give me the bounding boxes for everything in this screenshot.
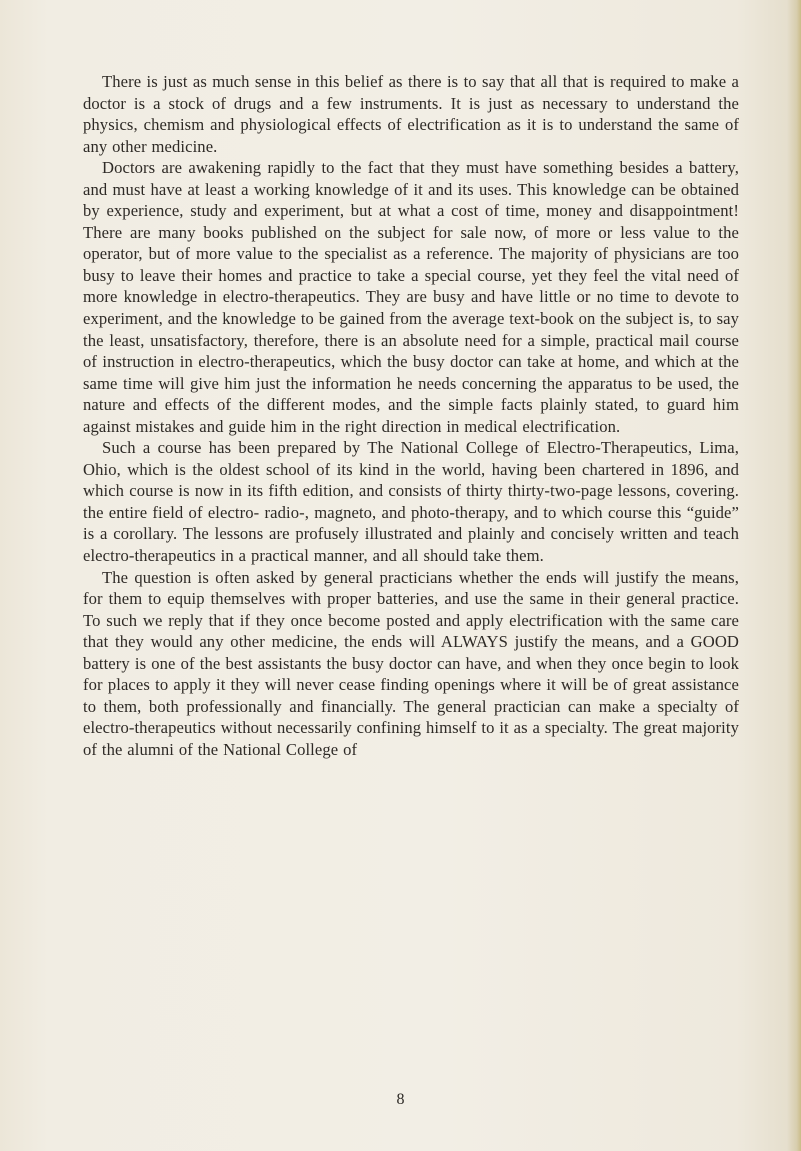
paragraph-1: There is just as much sense in this belief as there is to say that all that is required to make a doctor is a stock of drugs and a few instruments. It is just as necessary to understand the physics, chemism and physiological effects of electrification as it is to understand the same of any other medicine. — [83, 72, 739, 156]
paragraph-3: Such a course has been prepared by The National College of Electro-Therapeutics, Lima, Ohio, which is the oldest school of its kind in the world, having been chartered in 1896, and which course is now in its fifth edition, and consists of thirty thirty-two-page lessons, covering. the entire field of electro- radio-, magneto, and photo-therapy, and to which course this “guide” is a corollary. The lessons are profusely illustrated and plainly and concisely written and teach electro-therapeutics in a practical manner, and all should take them. — [83, 438, 739, 566]
paragraph-2: Doctors are awakening rapidly to the fact that they must have something besides a battery, and must have at least a working knowledge of it and its uses. This knowledge can be obtained by experience, study and experiment, but at what a cost of time, money and disappointment! There are many books published on the subject for sale now, of more or less value to the operator, but of more value to the specialist as a reference. The majority of physicians are too busy to leave their homes and practice to take a special course, yet they feel the vital need of more knowledge in electro-therapeutics. They are busy and have little or no time to devote to experiment, and the knowledge to be gained from the average text-book on the subject is, to say the least, unsatisfactory, therefore, there is an absolute need for a simple, practical mail course of instruction in electro-therapeutics, which the busy doctor can take at home, and which at the same time will give him just the information he needs concerning the apparatus to be used, the nature and effects of the different modes, and the simple facts plainly stated, to guard him against mistakes and guide him in the right direction in medical electrification. — [83, 158, 739, 436]
paragraph-4: The question is often asked by general practicians whether the ends will justify the means, for them to equip themselves with proper batteries, and use the same in their general practice. To such we reply that if they once become posted and apply electrification with the same care that they would any other medicine, the ends will ALWAYS justify the means, and a GOOD battery is one of the best assistants the busy doctor can have, and when they once begin to look for places to apply it they will never cease finding openings where it will be of great assistance to them, both professionally and financially. The general practician can make a specialty of electro-therapeutics without necessarily confining himself to it as a specialty. The great majority of the alumni of the National College of — [83, 567, 739, 759]
page-number: 8 — [396, 1091, 405, 1108]
page-edge-shadow — [787, 0, 801, 1151]
body-text — [83, 71, 739, 761]
